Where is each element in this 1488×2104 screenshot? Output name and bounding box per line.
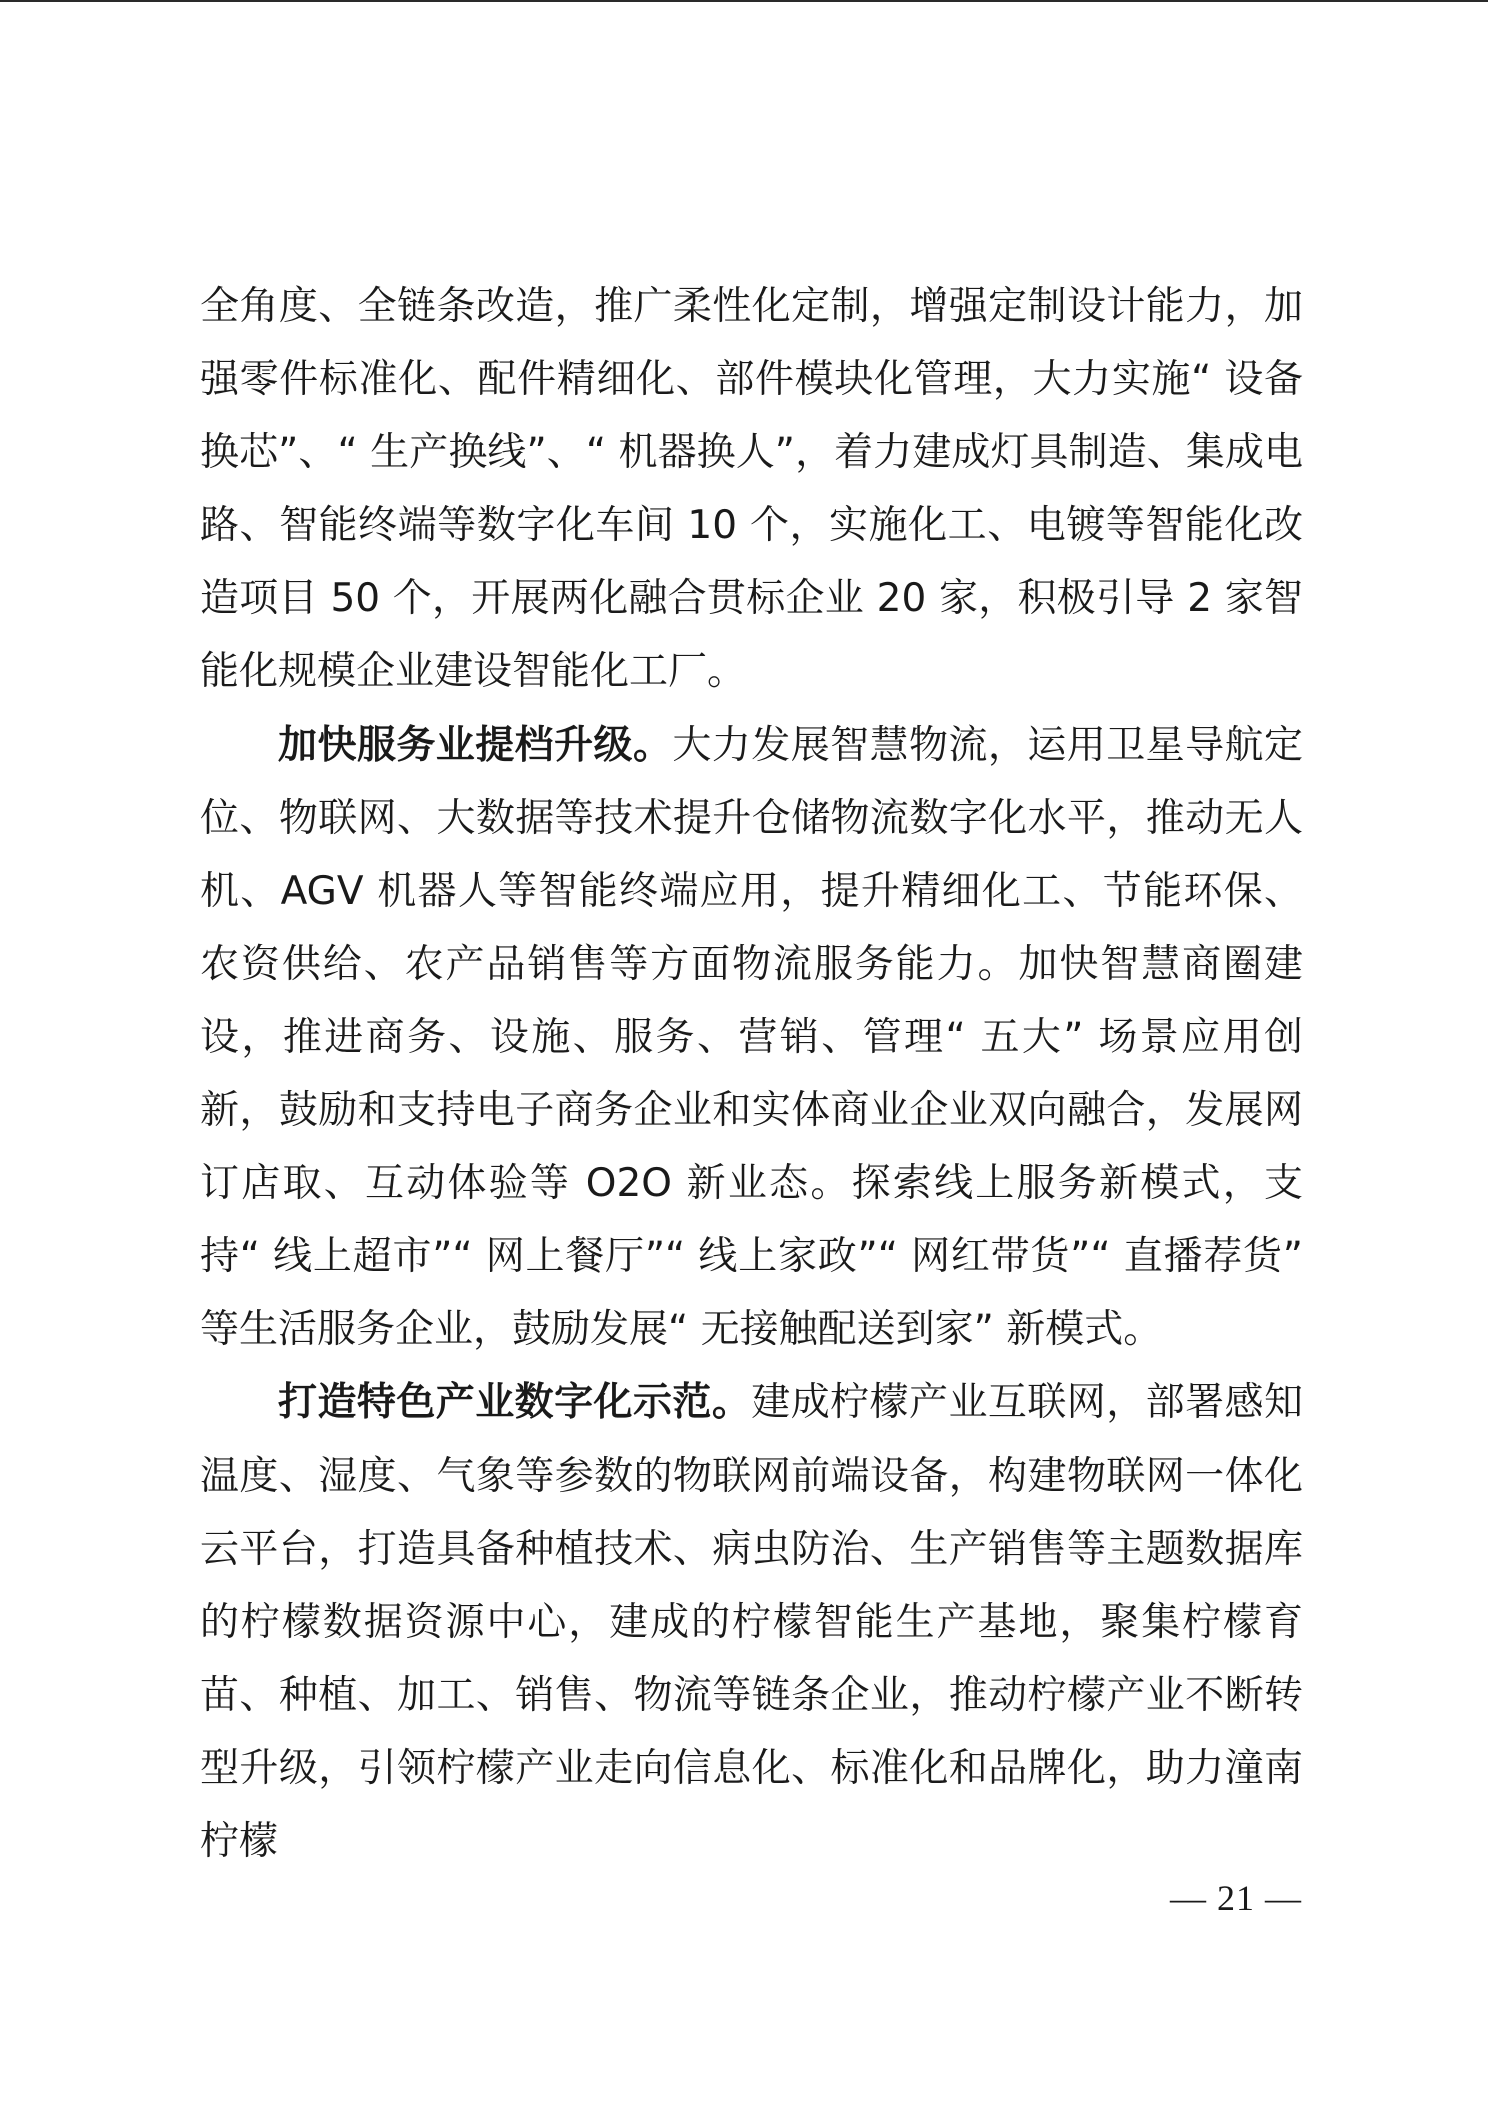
paragraph-text: 建成柠檬产业互联网，部署感知温度、湿度、气象等参数的物联网前端设备，构建物联网一体化云平台，打造具备种植技术、病虫防治、生产销售等主题数据库的柠檬数据资源中心，建成的柠檬智能生产基地，聚集柠檬育苗、种植、加工、销售、物流等链条企业，推动柠檬产业不断转型升级，引领柠檬产业走向信息化、标准化和品牌化，助力潼南柠檬 [200, 1380, 1303, 1864]
paragraph-lead-heading: 加快服务业提档升级。 [278, 722, 673, 768]
paragraph-text: 大力发展智慧物流，运用卫星导航定位、物联网、大数据等技术提升仓储物流数字化水平，推动无人机、AGV 机器人等智能终端应用，提升精细化工、节能环保、农资供给、农产品销售等方面物流服务能力。加快智慧商圈建设，推进商务、设施、服务、营销、管理“ 五大” 场景应用创新，鼓励和支持电子商务企业和实体商业企业双向融合，发展网订店取、互动体验等 O2O 新业态。探索线上服务新模式，支持“ 线上超市”“ 网上餐厅”“ 线上家政”“ 网红带货”“ 直播荐货” 等生活服务企业，鼓励发展“ 无接触配送到家” 新模式。 [200, 722, 1303, 1353]
paragraph-lead-heading: 打造特色产业数字化示范。 [278, 1380, 752, 1426]
paragraph-continuation [200, 270, 1303, 709]
paragraph-lemon-industry [200, 1366, 1303, 1878]
paragraph-service-upgrade [200, 709, 1303, 1367]
document-body [200, 270, 1303, 1878]
page-top-rule [0, 0, 1488, 2]
page-number: — 21 — [1170, 1878, 1302, 1918]
paragraph-text: 全角度、全链条改造，推广柔性化定制，增强定制设计能力，加强零件标准化、配件精细化、部件模块化管理，大力实施“ 设备换芯”、“ 生产换线”、“ 机器换人”，着力建成灯具制造、集成电路、智能终端等数字化车间 10 个，实施化工、电镀等智能化改造项目 50 个，开展两化融合贯标企业 20 家，积极引导 2 家智能化规模企业建设智能化工厂。 [200, 284, 1303, 695]
